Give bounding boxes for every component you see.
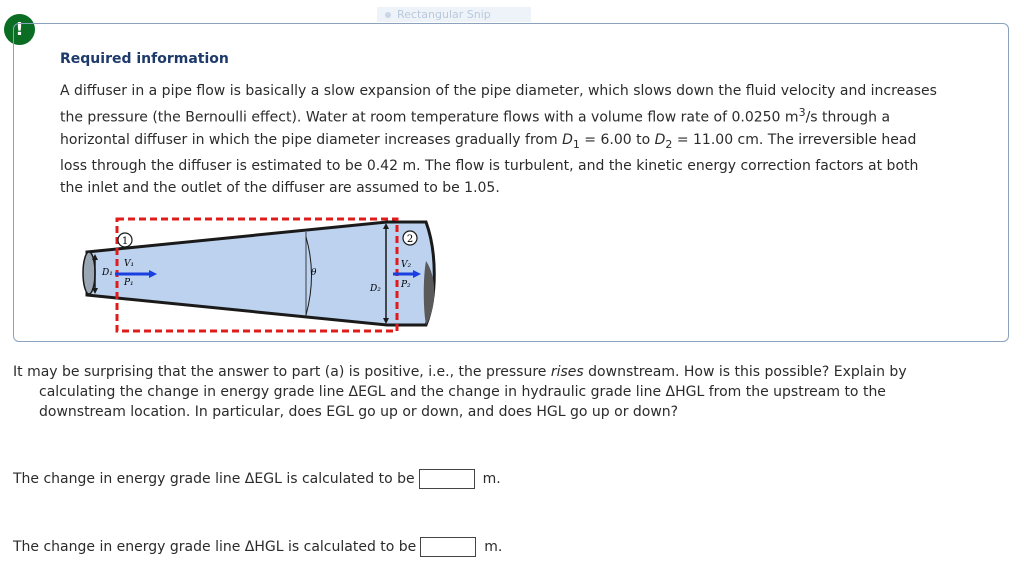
info-sup-3: 3 xyxy=(798,106,806,119)
station-2-label: 2 xyxy=(406,234,414,245)
rectangular-snip-tab[interactable] xyxy=(377,7,531,22)
p2-label: P₂ xyxy=(401,280,411,290)
question-line-3: downstream location. In particular, does EGL go up or down, and does HGL go up or down? xyxy=(39,404,679,420)
d1-label: D₁ xyxy=(102,268,113,278)
egl-unit: m. xyxy=(482,471,501,487)
question-part-b: downstream. How is this possible? Explain by xyxy=(583,364,907,380)
d1-sub: 1 xyxy=(572,137,580,151)
egl-answer-input[interactable] xyxy=(419,469,475,489)
hgl-answer-row xyxy=(13,537,502,557)
hgl-unit: m. xyxy=(484,539,503,555)
station-1-label: 1 xyxy=(121,236,129,247)
info-paragraph xyxy=(60,80,940,199)
d2-label: D₂ xyxy=(370,284,381,294)
question-emphasis: rises xyxy=(550,364,584,380)
egl-answer-row xyxy=(13,469,501,489)
question-line-1 xyxy=(13,362,993,382)
required-information-box xyxy=(13,23,1009,342)
d2-symbol: D xyxy=(654,131,666,148)
d1-symbol: D xyxy=(562,131,573,148)
theta-label: θ xyxy=(311,268,317,278)
snip-tab-label: Rectangular Snip xyxy=(397,8,491,21)
snip-dot-icon xyxy=(385,12,391,18)
info-text-1: A diffuser in a pipe flow is basically a slow expansion of the pipe diameter, which slows down the fluid velocity and increases the pressure (the Bernoulli effect). Water at room temperature flows with a volume flow rate of 0.0250 m xyxy=(60,83,937,126)
info-text-3: = 6.00 to xyxy=(579,131,655,148)
v1-label: V₁ xyxy=(124,259,135,269)
d2-sub: 2 xyxy=(665,137,673,151)
hgl-answer-label: The change in energy grade line ΔHGL is calculated to be xyxy=(13,539,417,555)
info-text-4: = 11.00 cm. The irreversible head loss through the diffuser is estimated to be 0.42 m. The flow is turbulent, and the kinetic energy correction factors at both the inlet and the outlet of the diffuser are assumed to be 1.05. xyxy=(60,131,919,197)
diffuser-figure xyxy=(81,217,441,335)
alert-icon: ! xyxy=(4,14,35,45)
question-part-a: It may be surprising that the answer to part (a) is positive, i.e., the pressure xyxy=(13,364,551,380)
question-text xyxy=(13,362,993,422)
hgl-answer-input[interactable] xyxy=(420,537,476,557)
egl-answer-label: The change in energy grade line ΔEGL is calculated to be xyxy=(13,471,415,487)
info-title: Required information xyxy=(60,51,229,67)
v2-label: V₂ xyxy=(401,260,412,270)
p1-label: P₁ xyxy=(124,278,134,288)
question-line-2: calculating the change in energy grade line ΔEGL and the change in hydraulic grade line ΔHGL from the upstream to the xyxy=(39,384,886,400)
info-text-2: /s through a horizontal diffuser in which the pipe diameter increases gradually from xyxy=(60,109,891,148)
